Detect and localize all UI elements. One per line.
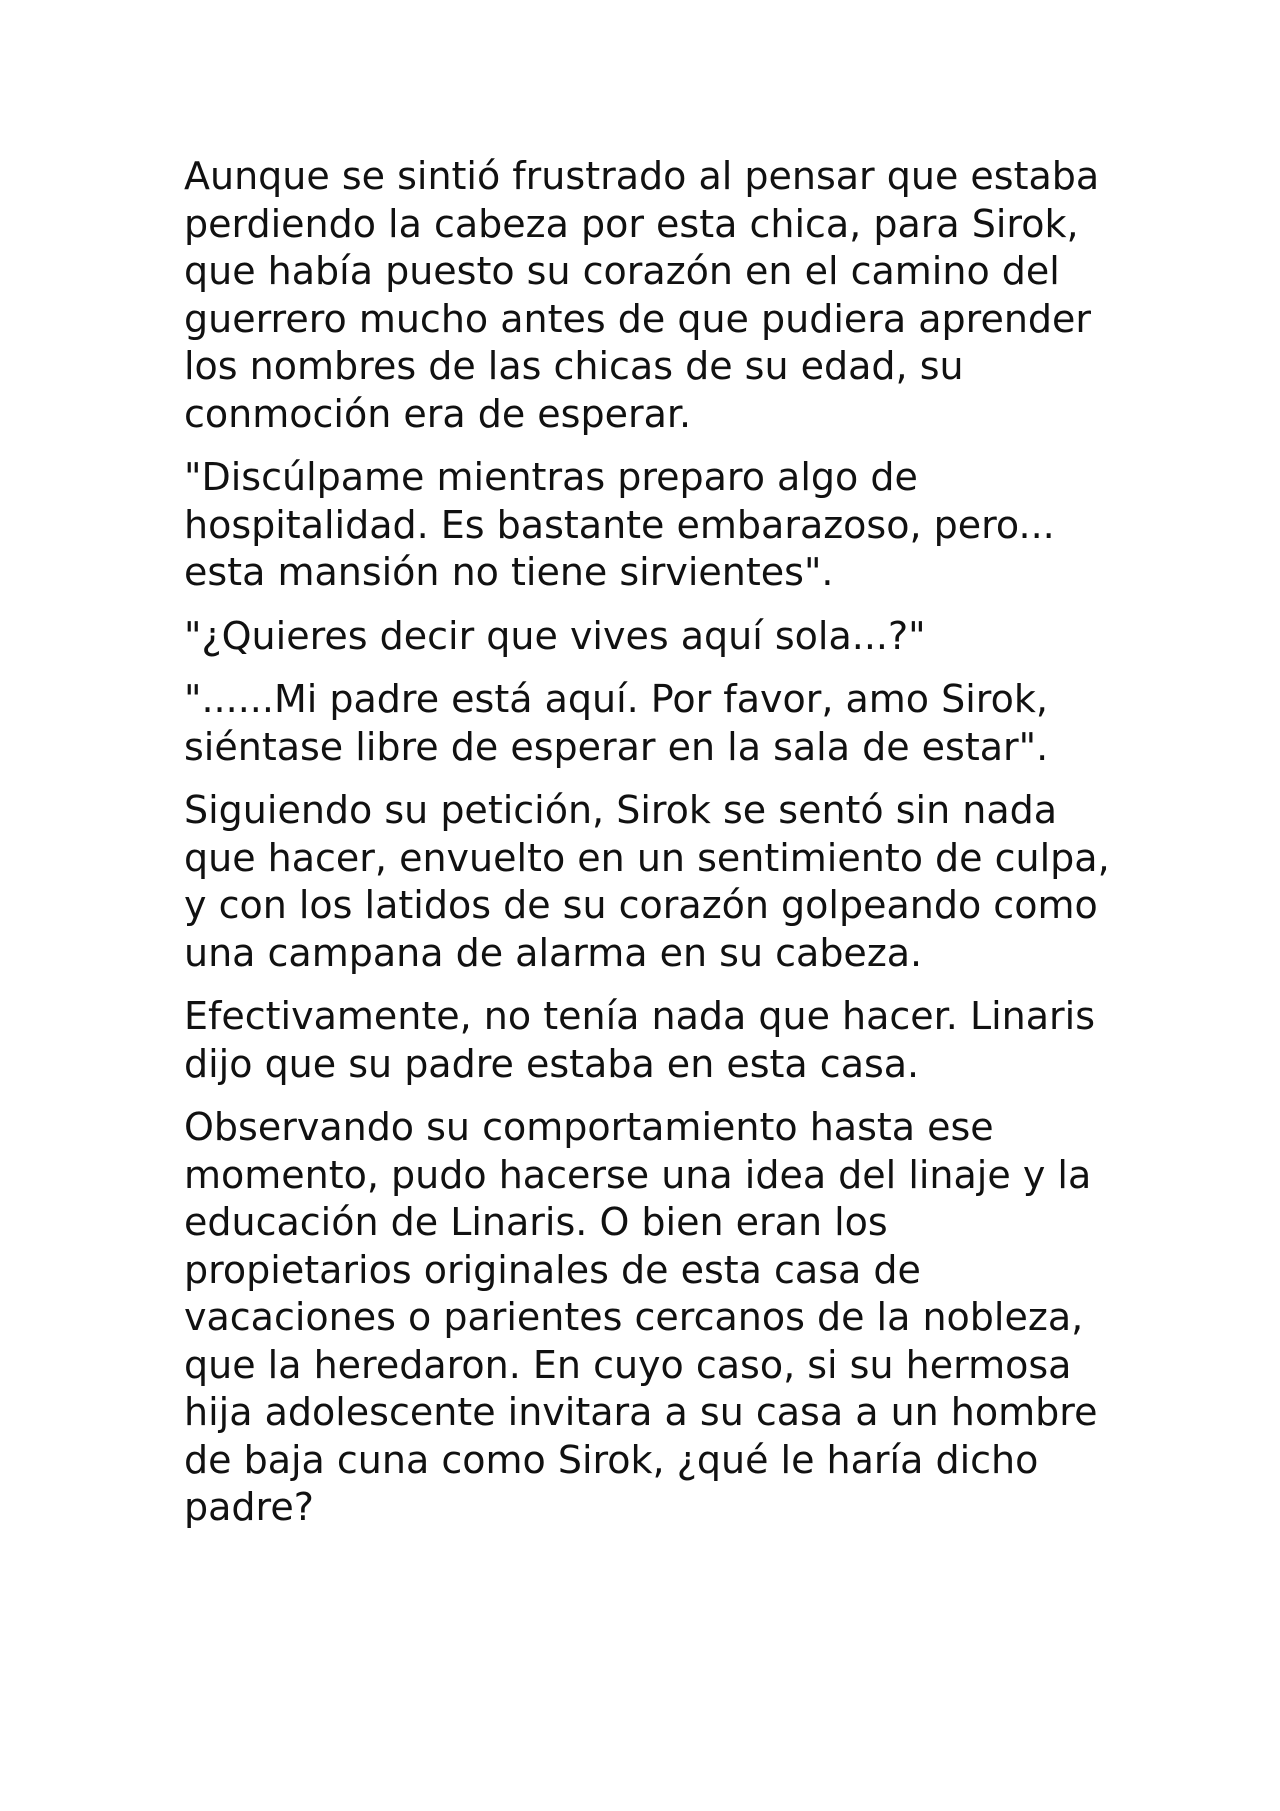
paragraph-3: "¿Quieres decir que vives aquí sola...?" xyxy=(184,613,926,658)
paragraph-7: Observando su comportamiento hasta ese momento, pudo hacerse una idea del linaje y la educación de Linaris. O bien eran los propietarios originales de esta casa de vacaciones o parientes cercanos de la nobleza, que la heredaron. En cuyo caso, si su hermosa hija adolescente invitara a su casa a un hombre de baja cuna como Sirok, ¿qué le haría dicho padre? xyxy=(184,1105,1098,1529)
paragraph-5: Siguiendo su petición, Sirok se sentó sin nada que hacer, envuelto en un sentimiento de culpa, y con los latidos de su corazón golpeando como una campana de alarma en su cabeza. xyxy=(184,788,1110,975)
paragraph-4: "......Mi padre está aquí. Por favor, amo Sirok, siéntase libre de esperar en la sala de estar". xyxy=(184,677,1049,769)
paragraph-6: Efectivamente, no tenía nada que hacer. Linaris dijo que su padre estaba en esta casa. xyxy=(184,994,1096,1086)
body-text xyxy=(184,153,1124,1548)
paragraph-2: "Discúlpame mientras preparo algo de hospitalidad. Es bastante embarazoso, pero... esta mansión no tiene sirvientes". xyxy=(184,455,1055,594)
paragraph-1: Aunque se sintió frustrado al pensar que estaba perdiendo la cabeza por esta chica, para Sirok, que había puesto su corazón en el camino del guerrero mucho antes de que pudiera aprender los nombres de las chicas de su edad, su conmoción era de esperar. xyxy=(184,154,1100,436)
